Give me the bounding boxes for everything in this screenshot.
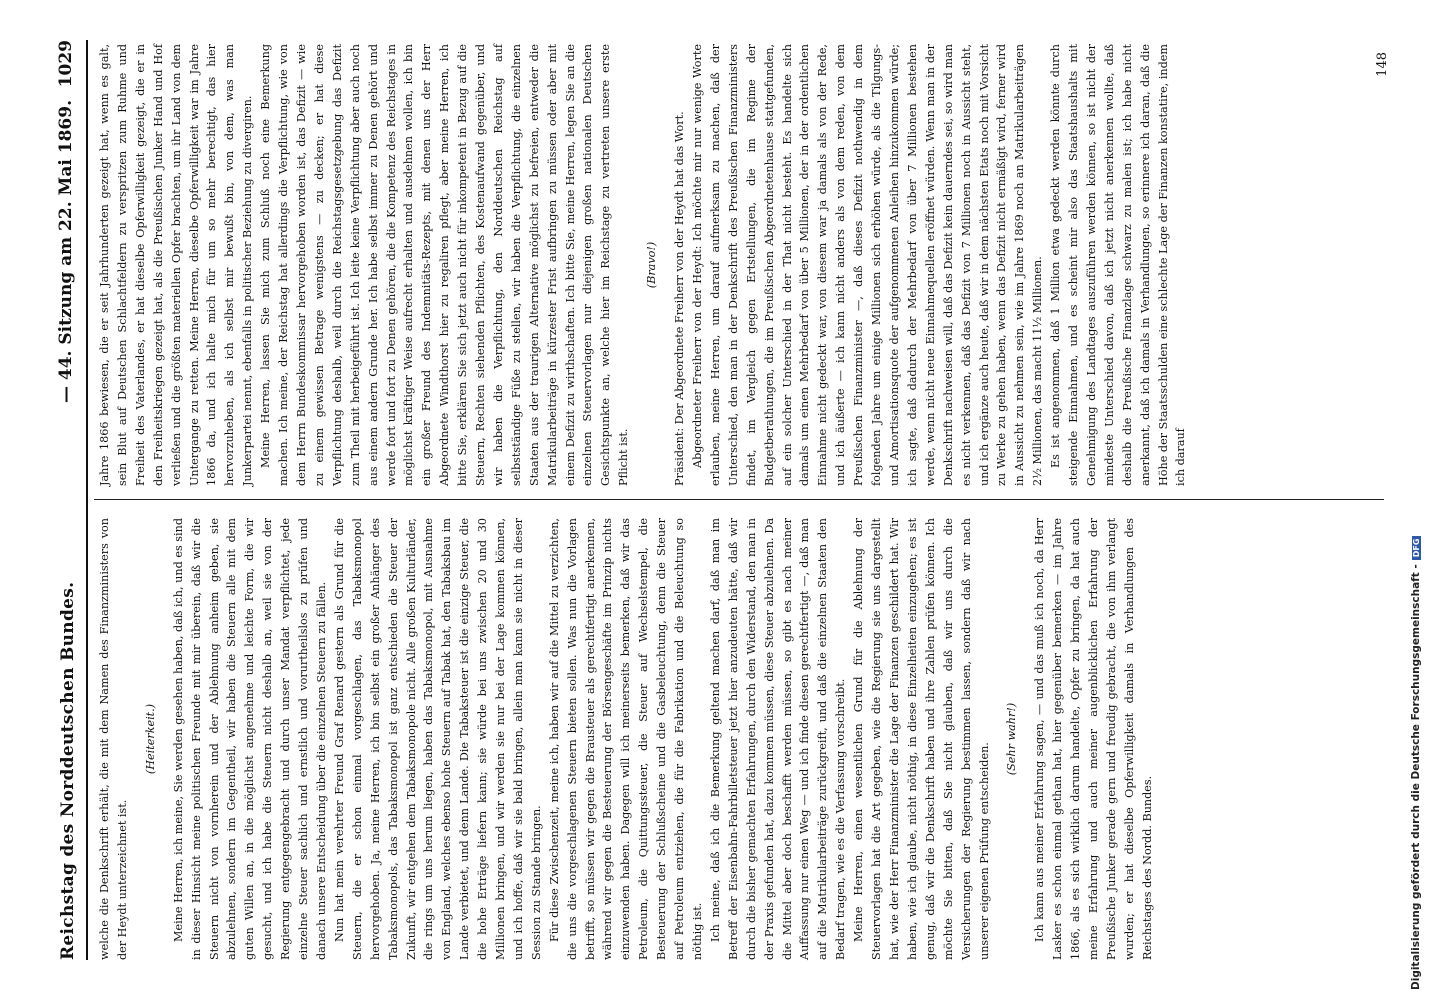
digitization-credit: [1410, 10, 1428, 990]
paragraph: Ich meine, daß ich die Bemerkung geltend machen darf, daß man im Betreff der Eisenbahn-Fahrbilletsteuer jetzt hier anzudeuten hätte, daß wir durch die bisher gemachten Erfahrungen, durch den Widerstand, den man in der Praxis gefunden hat, dazu kommen müssen, diese Steuer abzulehnen. Da die Mittel aber doch beschafft werden müssen, so gibt es nach meiner Auffassung nur einen Weg — und ich finde diesen gerechtfertigt —, daß man auf die Matrikularbeiträge zurückgreift, und daß die einzelnen Staaten den Bedarf tragen, wie es die Verfassung vorschreibt.: [708, 518, 848, 960]
paragraph: Meine Herren, einen wesentlichen Grund für die Ablehnung der Steuervorlagen hat die Art gegeben, wie die Regierung sie uns dargestellt hat, wie der Herr Finanzminister die Lage der Finanzen geschildert hat. Wir haben, wie ich glaube, nicht nöthig, in diese Einzelheiten einzugehen; es ist genug, daß wir die Denkschrift haben und ihre Zahlen prüfen können. Ich möchte Sie bitten, daß Sie nicht glauben, daß wir uns durch die Versicherungen der Regierung bestimmen lassen, sondern daß wir nach unserer eigenen Prüfung entscheiden.: [852, 518, 991, 960]
dfg-logo: DFG: [1412, 536, 1421, 561]
paragraph: Ich kann aus meiner Erfahrung sagen, — und das muß ich noch, da Herr Lasker es schon einmal gethan hat, hier gegenüber bemerken — im Jahre 1866, als es sich wirklich darum handelte, Opfer zu bringen, da hat auch meine Erfahrung und auch meiner augenblicklichen Erfahrung der Preußische Junker gerade gern und freudig gebracht, die von ihm verlangt wurden; er hat dieselbe Opferwilligkeit damals in Verhandlungen des Reichstages des Nordd. Bundes.: [1033, 518, 1154, 960]
header-rule: [86, 40, 88, 960]
paragraph: Jahre 1866 bewiesen, die er seit Jahrhunderten gezeigt hat, wenn es galt, sein Blut auf Deutschen Schlachtfeldern zu verspritzen zum Ruhme und Freiheit des Vaterlandes, er hat dieselbe Opferwilligkeit gezeigt, die er in den Freiheitskriegen gezeigt hat, als die Preußischen Junker Hand und Hof verließen und die größten materiellen Opfer brachten, um ihr Land von dem Untergange zu retten. Meine Herren, dieselbe Opferwilligkeit war im Jahre 1866 da, und ich halte mich für um so mehr berechtigt, das hier hervorzuheben, als ich selbst mir bewußt bin, von dem, was man Junkerpartei nennt, ebenfalls in politischer Beziehung zu divergiren.: [98, 44, 255, 486]
paragraph: Meine Herren, ich meine, Sie werden gesehen haben, daß ich, und es sind in dieser Hinsicht meine politischen Freunde mit mir überein, daß wir die Steuern nicht von vornherein und der Ablehnung anheim geben, sie abzulehnen, sondern im Gegentheil, wir haben die Steuern alle mit dem guten Willen an, in die möglichst angenehme und leichte Form, die wir gesucht, und ich habe die Steuern nicht deshalb an, weil sie von der Regierung entgegengebracht und durch unser Mandat verpflichtet, jede einzelne Steuer sachlich und ernstlich und vorurtheilslos zu prüfen und danach unsere Entscheidung über die einzelnen Steuern zu fällen.: [171, 518, 328, 960]
header-right: — 44. Sitzung am 22. Mai 1869.: [56, 100, 76, 404]
left-column: [96, 518, 1157, 960]
paragraph: welche die Denkschrift erhält, die mit dem Namen des Finanzministers von der Heydt unterzeichnet ist.: [98, 518, 129, 960]
running-header: [50, 40, 90, 960]
paragraph: Präsident: Der Abgeordnete Freiherr von der Heydt hat das Wort.: [673, 111, 687, 486]
paragraph: Für diese Zwischenzeit, meine ich, haben wir auf die Mittel zu verzichten, die uns die vorgeschlagenen Steuern bieten sollen. Was nun die Vorlagen betrifft, so müssen wir gegen die Brausteuer als gerechtfertigt anerkennen, während wir gegen die Besteuerung der Börsengeschäfte im Prinzip nichts einzuwenden haben. Dagegen will ich meinerseits bemerken, daß wir das Petroleum, die Quittungssteuer, die Steuer auf Wechselstempel, die Besteuerung der Schlußscheine und die Gasbeleuchtung, denn die Steuer auf Petroleum entziehen, die für die Fabrikation und die Beleuchtung so nöthig ist.: [547, 518, 704, 960]
right-column: [96, 44, 1190, 486]
header-left: Reichstag des Norddeutschen Bundes.: [58, 581, 78, 960]
paragraph: Nun hat mein verehrter Freund Graf Renard gestern als Grund für die Steuern, die er schon einmal vorgeschlagen, das Tabaksmonopol hervorgehoben. Ja, meine Herren, ich bin selbst ein großer Anhänger des Tabaksmonopols, das Tabaksmonopol ist ganz entschieden die Steuer der Zukunft, wir entgehen dem Tabaksmonopole nicht. Alle großen Kulturländer, die rings um uns herum liegen, haben das Tabaksmonopol, mit Ausnahme von England, welches ebenso hohe Steuern auf Tabak hat, den Tabaksbau im Lande verbietet, und denn Lande. Die Tabaksteuer ist die einzige Steuer, die die hohe Erträge liefern kann; sie würde bei uns zwischen 20 und 30 Millionen bringen, und wir werden sie nur bei der Lage kommen können, und ich hoffe, daß wir sie bald bringen, allein man kann sie nicht in dieser Session zu Stande bringen.: [332, 518, 543, 960]
paragraph: Es ist angenommen, daß 1 Million etwa gedeckt werden könnte durch steigende Einnahmen, und es scheint mir also das Staatshaushalts mit Genehmigung des Landtages auszuführen werden können, so ist nicht der mindeste Unterschied davon, daß ich jetzt nicht anerkennen wollte, daß deshalb die Preußische Finanzlage schwarz zu malen ist; ich habe nicht anerkannt, daß ich damals in Verhandlungen, so erinnere ich daran, daß die Höhe der Staatsschulden eine schlechte Lage der Finanzen konstatire, indem ich darauf: [1049, 44, 1188, 486]
interjection: (Heiterkeit.): [143, 703, 157, 775]
rotated-page-content: [50, 40, 1390, 960]
paragraph: Abgeordneter Freiherr von der Heydt: Ich möchte mir nur wenige Worte erlauben, meine Herren, um darauf aufmerksam zu machen, daß der Unterschied, den man in der Denkschrift des Preußischen Finanzministers findet, im Vergleich gegen Ertstellungen, die im Regime der Budgetberathungen, die im Preußischen Abgeordnetenhause stattgefunden, auf ein solcher Unterschied in der That nicht besteht. Es handelte sich damals um einen Mehrbedarf von über 5 Millionen, der in der ordentlichen Einnahme nicht gedeckt war, von diesem war ja damals als von der Rede, und ich äußerte — ich kann nicht anders als von dem reden, von dem Preußischen Finanzminister —, daß dieses Defizit nothwendig in dem folgenden Jahre um einige Millionen sich erhöhen würde, als die Tilgungs- und Amortisationsquote der aufgenommenen Anleihen hinzukommen würde; ich sagte, daß dadurch der Mehrbedarf von über 7 Millionen bestehen werde, wenn nicht neue Einnahmequellen eröffnet würden. Wenn man in der Denkschrift nachweisen will, daß das Defizit kein dauerndes sei, so wird man es nicht verkennen, daß das Defizit von 7 Millionen noch in Aussicht steht, und ich ergänze auch heute, daß wir in dem nächsten Etats noch mit Vorsicht zu Werke zu gehen haben, wenn das Defizit nicht ermäßigt wird, ferner wird in Aussicht zu nehmen sein, wie im Jahre 1869 noch an Matrikularbeiträgen 2½ Millionen, das macht 11½ Millionen.: [691, 44, 1045, 486]
credit-text: Digitalisierung gefördert durch die Deutsche Forschungsgemeinschaft -DFG: [1410, 10, 1422, 990]
column-separator: [94, 499, 1384, 500]
footer-signature-number: 148: [1375, 52, 1390, 77]
paragraph: Meine Herren, lassen Sie mich zum Schluß noch eine Bemerkung machen. Ich meine, der Reichstag hat allerdings die Verpflichtung, wie von dem Herrn Bundeskommissar hervorgehoben worden ist, das Defizit — wie zu einem gewissen Betrage wenigstens — zu decken; er hat diese Verpflichtung deshalb, weil durch die Reichstagsgesetzgebung das Defizit zum Theil mit herbeigeführt ist. Ich leite keine Verpflichtung aber auch noch aus einem andern Grunde her. Ich habe selbst immer zu Denen gehört und werde fort und fort zu Denen gehören, die die Kompetenz des Reichstages in möglichst kräftiger Weise aufrecht erhalten und ausdehnen wollen, ich bin ein großer Freund des Indemnitäts-Rezepts, mit denen uns der Herr Abgeordnete Windthorst hier zu regaliren pflegt, aber meine Herren, ich bitte Sie, erklären Sie sich jetzt auch nicht für inkompetent in Bezug auf die Steuern, Rechten siehenden Pflichten, des Kostenaufwand gegenüber, und wir haben die Verpflichtung, den Norddeutschen Reichstag auf selbstständige Füße zu stellen, wir haben die Verpflichtung, die einzelnen Staaten aus der traurigen Alternative möglichst zu befreien, entweder die Matrikularbeiträge in kürzester Frist aufbringen zu müssen oder aber mit einem Defizit zu wirthschaften. Ich bitte Sie, meine Herren, legen Sie an die einzelnen Steuervorlagen nur diejenigen großen nationalen Deutschen Gesichtspunkte an, welche hier im Reichstage zu vertreten unsere erste Pflicht ist.: [259, 44, 631, 486]
page-number: 1029: [56, 40, 76, 88]
interjection: (Sehr wahr!): [1005, 702, 1019, 776]
interjection: (Bravo!): [645, 241, 659, 289]
